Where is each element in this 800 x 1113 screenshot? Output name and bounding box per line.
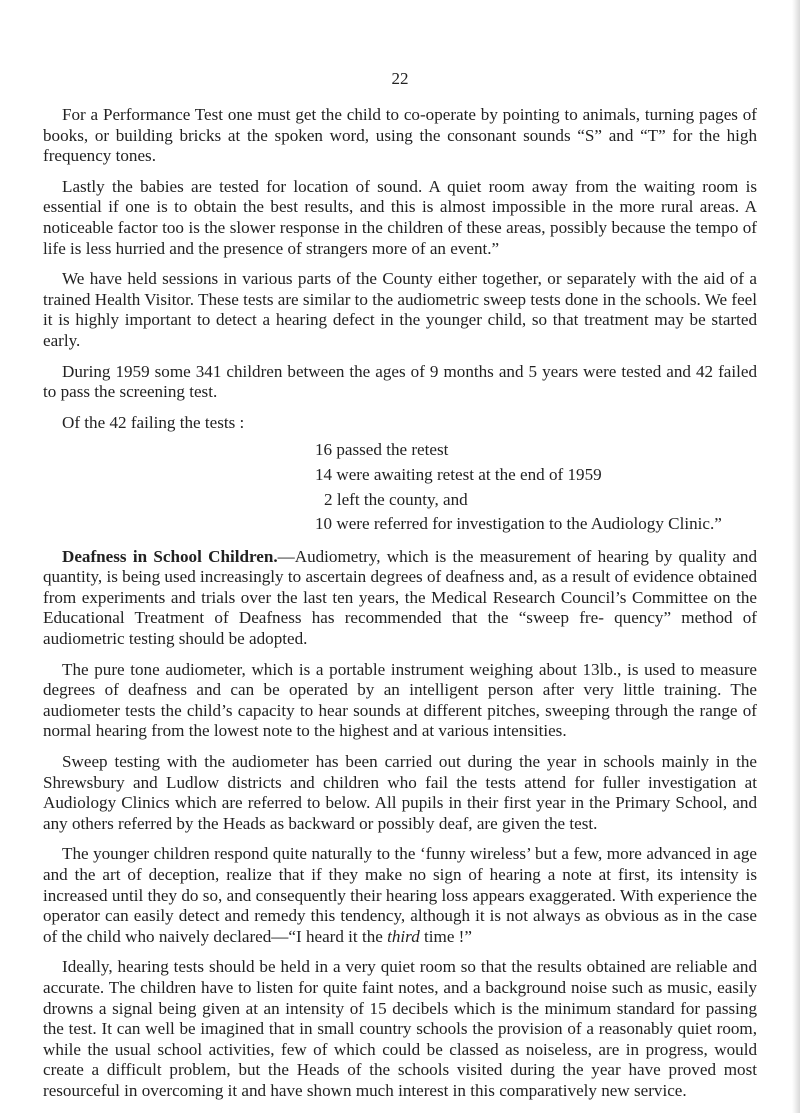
section-intro-text: —Audiometry, which is the measurement of hearing by quality and quantity, is being used increasingly to ascertain degrees of deafness and, as a result of evidence obtained from experiments and trials over the last ten years, the Medical Research Council’s Committee on the Educational Treatment of Deafness has recommended that the “sweep fre- quency” method of audiometric testing should be adopted. bbox=[43, 546, 758, 649]
paragraph-sessions: We have held sessions in various parts of the County either together, or separately with the aid of a trained Health Visitor. These tests are similar to the audiometric sweep tests done in the schools. We feel it is highly important to detect a hearing defect in the younger child, so that treatment may be started early. bbox=[43, 269, 757, 350]
failing-tests-list bbox=[43, 438, 757, 536]
italic-word: third bbox=[387, 926, 420, 946]
paragraph-babies-location: Lastly the babies are tested for location of sound. A quiet room away from the waiting room is essential if one is to obtain the best results, and this is almost impossible in the more rural areas. A noticeable factor too is the slower response in the children of these areas, possibly because the tempo of life is less hurried and the presence of strangers more of an event.” bbox=[43, 176, 757, 258]
page-edge-shadow bbox=[792, 0, 800, 1113]
paragraph-failing-intro: Of the 42 failing the tests : bbox=[62, 412, 245, 432]
text-run: time !” bbox=[419, 926, 472, 946]
document-page bbox=[43, 0, 757, 1102]
paragraph-deafness-school-children bbox=[43, 547, 757, 650]
paragraph-1959-results: During 1959 some 341 children between the ages of 9 months and 5 years were tested and 42 failed to pass the screening test. bbox=[43, 361, 757, 402]
list-item: 14 were awaiting retest at the end of 1959 bbox=[315, 464, 602, 484]
paragraph-sweep-testing: Sweep testing with the audiometer has been carried out during the year in schools mainly in the Shrewsbury and Ludlow districts and children who fail the tests attend for fuller investigation at Audiology Clinics which are referred to below. All pupils in their first year in the Primary School, and any others referred by the Heads as backward or possibly deaf, are given the test. bbox=[43, 752, 757, 833]
text-run: The younger children respond quite naturally to the ‘funny wireless’ but a few, more advanced in age and the art of deception, realize that if they make no sign of hearing a note at first, its intensity is increased until they do so, and consequently their hearing loss appears exaggerated. With experience the operator can easily detect and remedy this tendency, although it is not always as obvious as in the case of the child who naively declared—“I heard it the bbox=[43, 844, 757, 946]
section-heading: Deafness in School Children. bbox=[62, 546, 278, 566]
paragraph-younger-children bbox=[43, 844, 757, 947]
paragraph-quiet-room: Ideally, hearing tests should be held in a very quiet room so that the results obtained are reliable and accurate. The children have to listen for quite faint notes, and a background noise such as music, easily drowns a signal being given at an intensity of 15 decibels which is the minimum standard for passing the test. It can well be imagined that in small country schools the provision of a reasonably quiet room, while the usual school activities, few of which could be classed as noiseless, are in progress, would create a difficult problem, but the Heads of the schools visited during the year have proved most resourceful in overcoming it and have shown much interest in this comparatively new service. bbox=[43, 957, 757, 1100]
list-item: 16 passed the retest bbox=[315, 440, 449, 460]
page-number: 22 bbox=[391, 69, 409, 88]
list-item: 10 were referred for investigation to the Audiology Clinic.” bbox=[315, 514, 722, 534]
list-item: 2 left the county, and bbox=[324, 489, 468, 509]
paragraph-audiometer: The pure tone audiometer, which is a portable instrument weighing about 13lb., is used to measure degrees of deafness and can be operated by an intelligent person after very little training. The audiometer tests the child’s capacity to hear sounds at different pitches, sweeping through the range of normal hearing from the lowest note to the highest and at various intensities. bbox=[43, 659, 757, 741]
paragraph-performance-test: For a Performance Test one must get the child to co-operate by pointing to animals, turning pages of books, or building bricks at the spoken word, using the consonant sounds “S” and “T” for the high frequency tones. bbox=[43, 105, 757, 166]
